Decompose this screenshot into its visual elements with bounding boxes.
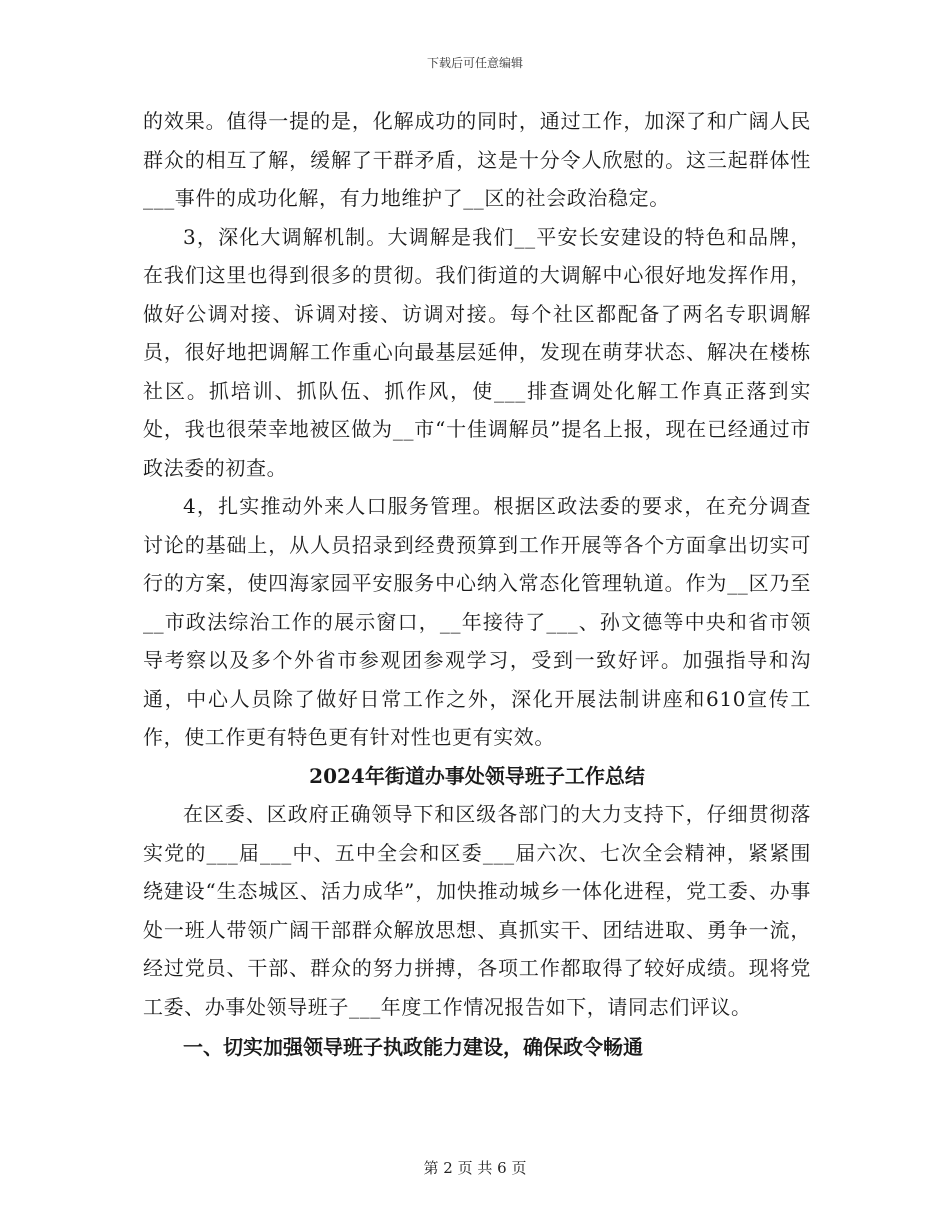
section-title: 2024年街道办事处领导班子工作总结 [309,763,645,788]
intro-paragraph: 在区委、区政府正确领导下和区级各部门的大力支持下，仔细贯彻落实党的___届___中、五中全会和区委___届六次、七次全会精神，紧紧围绕建设“生态城区、活力成华”，加快推动城乡一体化进程，党工委、办事处一班人带领广阔干部群众解放思想、真抓实干、团结进取、勇争一流，经过党员、干部、群众的努力拼搏，各项工作都取得了较好成绩。现将党工委、办事处领导班子___年度工作情况报告如下，请同志们评议。 [143,802,811,1019]
paragraph-item-3: 3，深化大调解机制。大调解是我们__平安长安建设的特色和品牌，在我们这里也得到很多的贯彻。我们街道的大调解中心很好地发挥作用，做好公调对接、诉调对接、访调对接。每个社区都配备了两名专职调解员，很好地把调解工作重心向最基层延伸，发现在萌芽状态、解决在楼栋社区。抓培训、抓队伍、抓作风，使___排查调处化解工作真正落到实处，我也很荣幸地被区做为__市“十佳调解员”提名上报，现在已经通过市政法委的初查。 [143,224,811,480]
paragraph-item-4: 4，扎实推动外来人口服务管理。根据区政法委的要求，在充分调查讨论的基础上，从人员招录到经费预算到工作开展等各个方面拿出切实可行的方案，使四海家园平安服务中心纳入常态化管理轨道。作为__区乃至__市政法综治工作的展示窗口，__年接待了___、孙文德等中央和省市领导考察以及多个外省市参观团参观学习，受到一致好评。加强指导和沟通，中心人员除了做好日常工作之外，深化开展法制讲座和610宣传工作，使工作更有特色更有针对性也更有实效。 [143,494,811,749]
page-footer: 第 2 页 共 6 页 [423,1159,527,1177]
paragraph-continuation: 的效果。值得一提的是，化解成功的同时，通过工作，加深了和广阔人民群众的相互了解，缓解了干群矛盾，这是十分令人欣慰的。这三起群体性___事件的成功化解，有力地维护了__区的社会政治稳定。 [143,109,811,210]
page-header: 下载后可任意编辑 [426,56,523,70]
document-body [143,102,811,1067]
heading-1: 一、切实加强领导班子执政能力建设，确保政令畅通 [183,1035,643,1059]
